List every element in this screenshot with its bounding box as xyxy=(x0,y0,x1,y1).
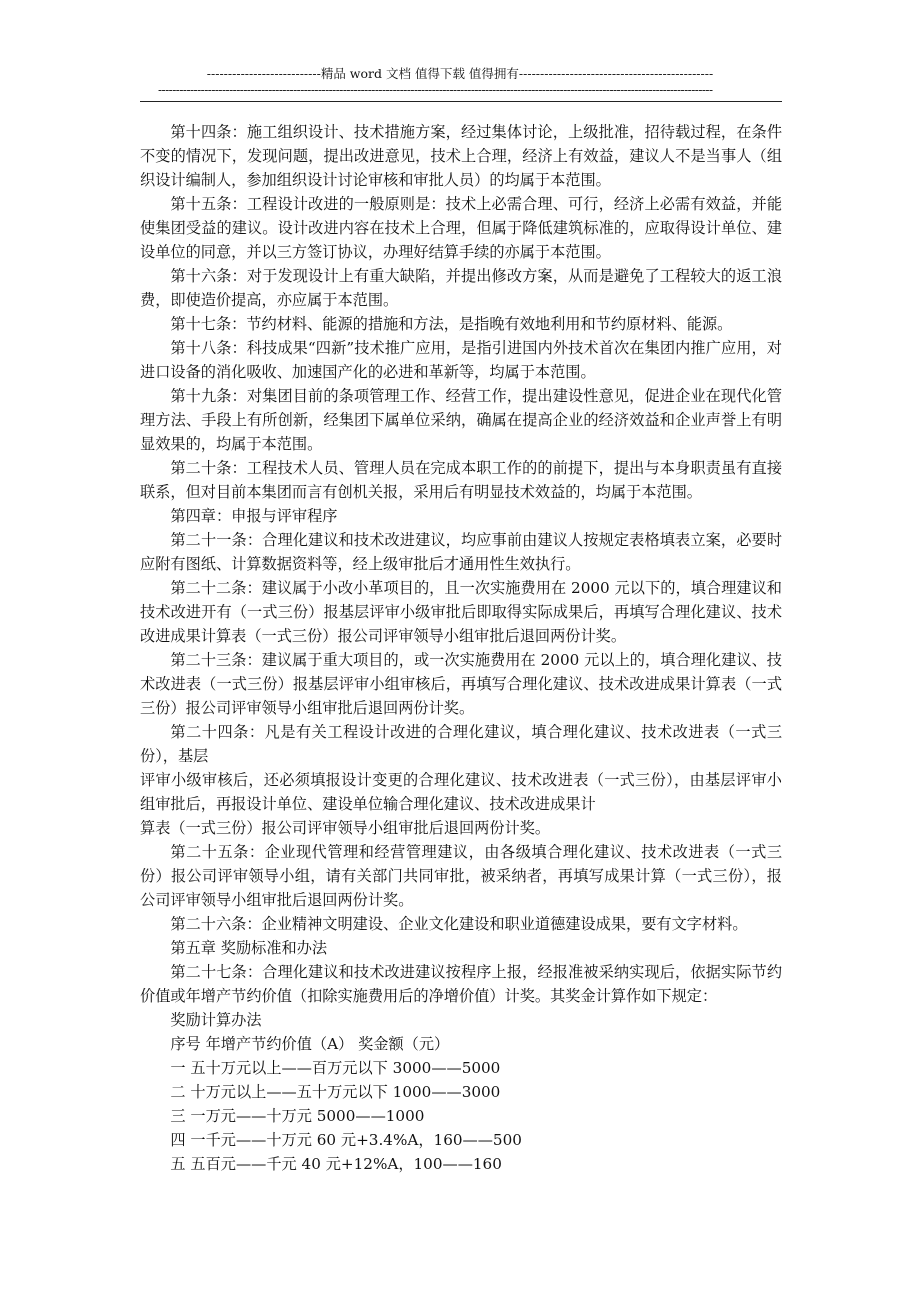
article-16: 第十六条：对于发现设计上有重大缺陷，并提出修改方案，从而是避免了工程较大的返工浪费，即使造价提高，亦应属于本范围。 xyxy=(140,267,782,309)
reward-table-row: 一 五十万元以上——百万元以下 3000——5000 xyxy=(170,1059,501,1077)
article-20: 第二十条：工程技术人员、管理人员在完成本职工作的的前提下，提出与本身职责虽有直接联系，但对目前本集团而言有创机关报，采用后有明显技术效益的，均属于本范围。 xyxy=(140,459,782,501)
reward-table-row: 四 一千元——十万元 60 元+3.4%A，160——500 xyxy=(170,1131,522,1149)
chapter-5-heading: 第五章 奖励标准和办法 xyxy=(170,939,328,957)
article-18: 第十八条：科技成果“四新”技术推广应用，是指引进国内外技术首次在集团内推广应用，对进口设备的消化吸收、加速国产化的必进和革新等，均属于本范围。 xyxy=(140,339,782,381)
article-17: 第十七条：节约材料、能源的措施和方法，是指晚有效地利用和节约原材料、能源。 xyxy=(170,315,733,333)
article-14: 第十四条：施工组织设计、技术措施方案，经过集体讨论，上级批准，招待载过程，在条件不变的情况下，发现问题，提出改进意见，技术上合理，经济上有效益，建议人不是当事人（组织设计编制人，参加组织设计讨论审核和审批人员）的均属于本范围。 xyxy=(140,123,782,189)
article-19: 第十九条：对集团目前的条项管理工作、经营工作，提出建设性意见，促进企业在现代化管理方法、手段上有所创新，经集团下属单位采纳，确属在提高企业的经济效益和企业声誉上有明显效果的，均属于本范围。 xyxy=(140,387,782,453)
header-dashes: ------------------------------------------------------------------------------------------------------------------------------------------------------------ xyxy=(158,83,713,97)
article-24-continued: 评审小级审核后，还必须填报设计变更的合理化建议、技术改进表（一式三份），由基层评审小组审批后，再报设计单位、建设单位输合理化建议、技术改进成果计 xyxy=(140,771,782,813)
article-23: 第二十三条：建议属于重大项目的，或一次实施费用在 2000 元以上的，填合理化建议、技术改进表（一式三份）报基层评审小组审核后，再填写合理化建议、技术改进成果计算表（一式三份）报公司评审领导小组审批后退回两份计奖。 xyxy=(140,651,782,717)
article-26: 第二十六条：企业精神文明建设、企业文化建设和职业道德建设成果，要有文字材料。 xyxy=(170,915,748,933)
article-22: 第二十二条：建议属于小改小革项目的，且一次实施费用在 2000 元以下的，填合理建议和技术改进开有（一式三份）报基层评审小级审批后即取得实际成果后，再填写合理化建议、技术改进成果计算表（一式三份）报公司评审领导小组审批后退回两份计奖。 xyxy=(140,579,782,645)
reward-table-header: 序号 年增产节约价值（A） 奖金额（元） xyxy=(170,1035,450,1053)
article-15: 第十五条：工程设计改进的一般原则是：技术上必需合理、可行，经济上必需有效益，并能使集团受益的建议。设计改进内容在技术上合理，但属于降低建筑标准的，应取得设计单位、建设单位的同意，并以三方签订协议，办理好结算手续的亦属于本范围。 xyxy=(140,195,782,261)
header-rule xyxy=(140,101,782,102)
reward-table-row: 五 五百元——千元 40 元+12%A，100——160 xyxy=(170,1155,502,1173)
chapter-4-heading: 第四章：申报与评审程序 xyxy=(170,507,338,525)
article-25: 第二十五条：企业现代管理和经营管理建议，由各级填合理化建议、技术改进表（一式三份）报公司评审领导小组，请有关部门共同审批，被采纳者，再填写成果计算（一式三份），报公司评审领导小组审批后退回两份计奖。 xyxy=(140,843,782,909)
reward-table-title: 奖励计算办法 xyxy=(170,1011,262,1029)
reward-table xyxy=(140,1008,782,1176)
article-27: 第二十七条：合理化建议和技术改进建议按程序上报，经报准被采纳实现后，依据实际节约价值或年增产节约价值（扣除实施费用后的净增价值）计奖。其奖金计算作如下规定： xyxy=(140,963,782,1005)
article-21: 第二十一条：合理化建议和技术改进建议，均应事前由建议人按规定表格填表立案，必要时应附有图纸、计算数据资料等，经上级审批后才通用性生效执行。 xyxy=(140,531,782,573)
reward-table-row: 二 十万元以上——五十万元以下 1000——3000 xyxy=(170,1083,501,1101)
header-banner: ---------------------------精品 word 文档 值得下载 值得拥有---------------------------------------------- xyxy=(206,66,714,81)
reward-table-row: 三 一万元——十万元 5000——1000 xyxy=(170,1107,425,1125)
article-24: 第二十四条：凡是有关工程设计改进的合理化建议，填合理化建议、技术改进表（一式三份），基层 xyxy=(140,723,782,765)
article-24-end: 算表（一式三份）报公司评审领导小组审批后退回两份计奖。 xyxy=(140,819,551,837)
document-body xyxy=(140,120,782,1176)
